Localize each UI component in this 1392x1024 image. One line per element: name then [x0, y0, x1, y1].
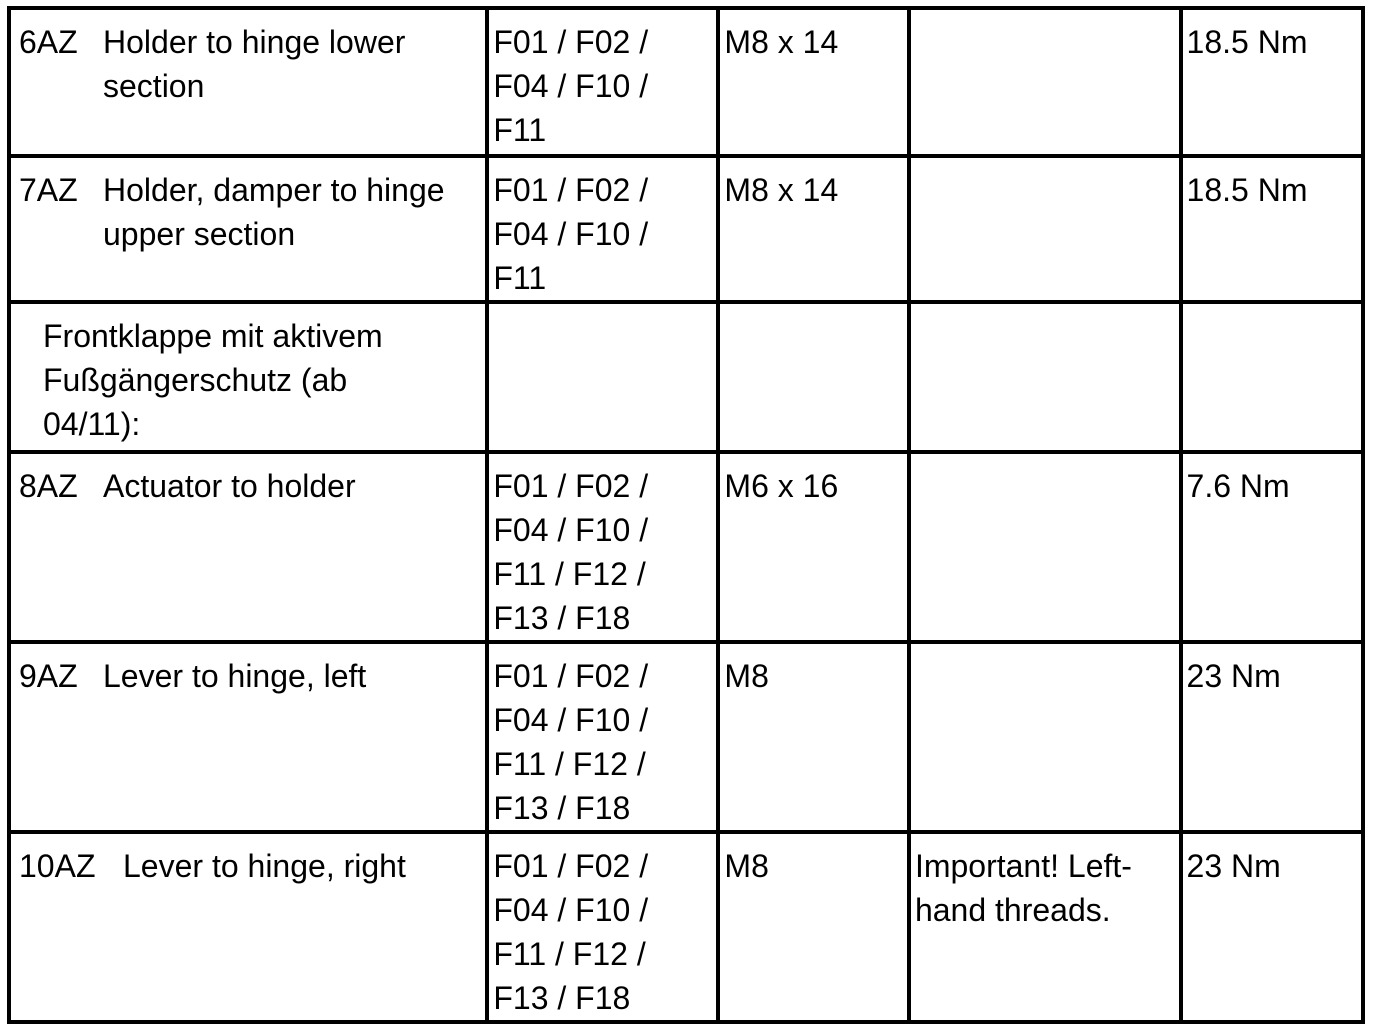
item-note: Important! Left-hand threads.: [914, 848, 1132, 928]
item-description: Lever to hinge, right: [123, 848, 406, 884]
section-heading-row: [9, 302, 1363, 452]
item-thread: M6 x 16: [724, 468, 839, 504]
item-models: F01 / F02 / F04 / F10 / F11 / F12 / F13 / F18: [493, 468, 649, 636]
item-cell: [9, 156, 487, 302]
empty-cell: [909, 302, 1181, 452]
item-cell: [9, 642, 487, 832]
item-note: [911, 158, 1179, 168]
item-torque: 23 Nm: [1186, 848, 1281, 884]
item-description: Actuator to holder: [103, 468, 356, 504]
item-torque: 18.5 Nm: [1186, 24, 1308, 60]
note-cell: [909, 642, 1181, 832]
item-thread: M8 x 14: [724, 172, 839, 208]
item-models: F01 / F02 / F04 / F10 / F11: [493, 24, 649, 148]
empty-cell: [1181, 302, 1363, 452]
item-code: 6AZ: [19, 24, 78, 60]
models-cell: [487, 452, 718, 642]
item-models: F01 / F02 / F04 / F10 / F11: [493, 172, 649, 296]
thread-cell: [718, 8, 909, 156]
thread-cell: [718, 642, 909, 832]
item-description: Lever to hinge, left: [103, 658, 367, 694]
item-cell: [9, 452, 487, 642]
torque-cell: [1181, 452, 1363, 642]
torque-cell: [1181, 642, 1363, 832]
section-heading-cell: [9, 302, 487, 452]
table-row: [9, 452, 1363, 642]
item-models: F01 / F02 / F04 / F10 / F11 / F12 / F13 / F18: [493, 658, 649, 826]
table-row: [9, 156, 1363, 302]
table-row: [9, 832, 1363, 1022]
table-row: [9, 8, 1363, 156]
item-note: [911, 454, 1179, 464]
item-torque: 7.6 Nm: [1186, 468, 1290, 504]
thread-cell: [718, 832, 909, 1022]
empty-cell: [718, 302, 909, 452]
section-heading: Frontklappe mit aktivem Fußgängerschutz (ab 04/11):: [43, 318, 383, 442]
torque-cell: [1181, 832, 1363, 1022]
models-cell: [487, 156, 718, 302]
table-row: [9, 642, 1363, 832]
item-code: 10AZ: [19, 848, 96, 884]
item-code: 7AZ: [19, 172, 78, 208]
torque-cell: [1181, 156, 1363, 302]
torque-specification-table: [7, 6, 1365, 1024]
note-cell: [909, 156, 1181, 302]
note-cell: [909, 452, 1181, 642]
item-description: Holder, damper to hinge upper section: [103, 172, 445, 252]
models-cell: [487, 832, 718, 1022]
thread-cell: [718, 156, 909, 302]
item-code: 8AZ: [19, 468, 78, 504]
note-cell: [909, 8, 1181, 156]
item-description: Holder to hinge lower section: [103, 24, 406, 104]
item-cell: [9, 8, 487, 156]
item-cell: [9, 832, 487, 1022]
note-cell: [909, 832, 1181, 1022]
item-thread: M8: [724, 848, 769, 884]
item-thread: M8: [724, 658, 769, 694]
thread-cell: [718, 452, 909, 642]
torque-cell: [1181, 8, 1363, 156]
item-torque: 18.5 Nm: [1186, 172, 1308, 208]
item-note: [911, 10, 1179, 20]
item-code: 9AZ: [19, 658, 78, 694]
item-torque: 23 Nm: [1186, 658, 1281, 694]
models-cell: [487, 8, 718, 156]
models-cell: [487, 642, 718, 832]
empty-cell: [487, 302, 718, 452]
item-models: F01 / F02 / F04 / F10 / F11 / F12 / F13 / F18: [493, 848, 649, 1016]
item-thread: M8 x 14: [724, 24, 839, 60]
item-note: [911, 644, 1179, 654]
